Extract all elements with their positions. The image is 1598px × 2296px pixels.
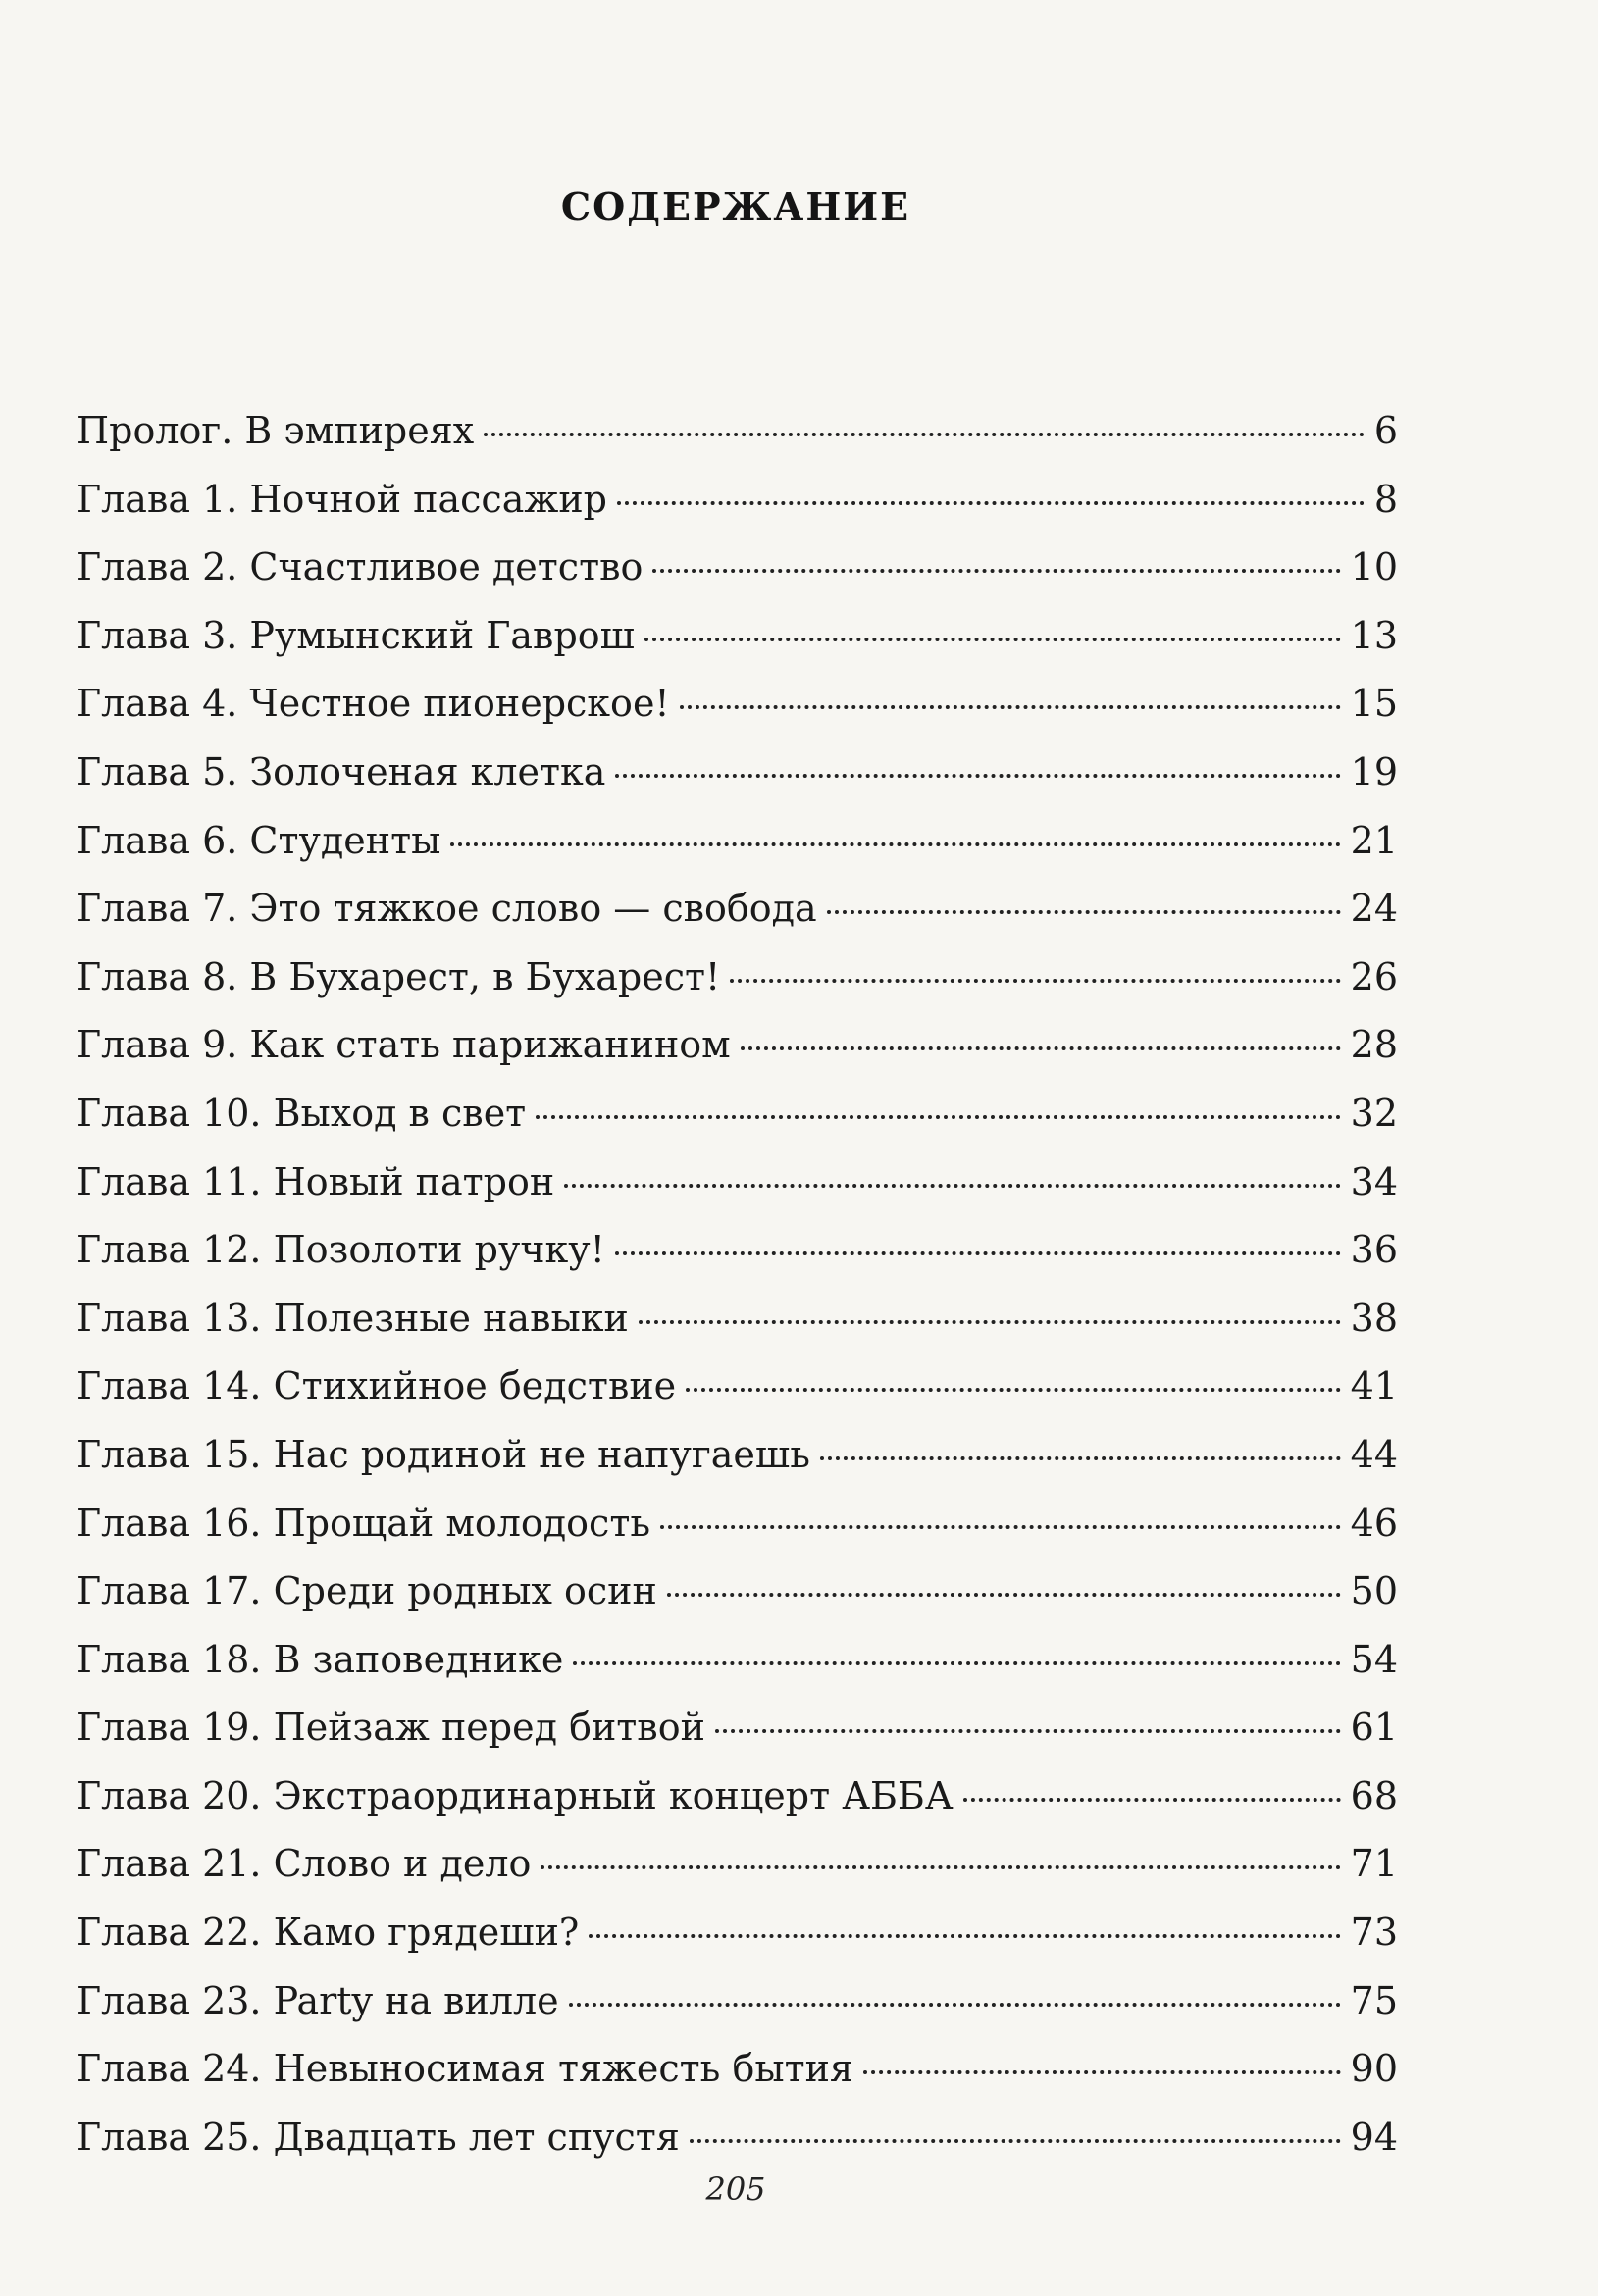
toc-entry-title: Глава 9. Как стать парижанином (77, 1023, 731, 1067)
dot-leader (715, 1729, 1341, 1733)
toc-entry (77, 1148, 1398, 1217)
dot-leader (615, 1251, 1341, 1255)
dot-leader (827, 910, 1341, 914)
toc-entry-page: 6 (1373, 409, 1398, 452)
toc-entry-title: Глава 13. Полезные навыки (77, 1296, 629, 1340)
dot-leader (615, 774, 1340, 778)
toc-entry (77, 1967, 1398, 2036)
toc-entry-title: Глава 17. Среди родных осин (77, 1569, 657, 1613)
toc-entry-title: Глава 11. Новый патрон (77, 1159, 555, 1203)
toc-entry (77, 1830, 1398, 1899)
toc-entry (77, 1352, 1398, 1421)
toc-entry-title: Глава 16. Прощай молодость (77, 1501, 651, 1545)
dot-leader (963, 1798, 1341, 1802)
dot-leader (730, 979, 1340, 983)
toc-heading: СОДЕРЖАНИЕ (560, 184, 911, 229)
toc-entry-page: 26 (1350, 954, 1398, 998)
toc-entry (77, 1557, 1398, 1626)
toc-entry-title: Глава 19. Пейзаж перед битвой (77, 1706, 705, 1750)
toc-entry-page: 15 (1350, 682, 1398, 726)
toc-entry (77, 397, 1398, 466)
toc-entry-page: 61 (1350, 1706, 1398, 1750)
toc-entry-page: 54 (1350, 1637, 1398, 1681)
toc-entry (77, 1899, 1398, 1967)
toc-entry-page: 8 (1373, 477, 1398, 521)
dot-leader (680, 705, 1341, 709)
toc-entry-page: 34 (1350, 1159, 1398, 1203)
toc-entry-title: Глава 12. Позолоти ручку! (77, 1228, 605, 1272)
toc-entry-page: 90 (1350, 2047, 1398, 2091)
table-of-contents (77, 397, 1398, 2171)
toc-entry-page: 73 (1350, 1911, 1398, 1955)
toc-entry-page: 44 (1350, 1432, 1398, 1476)
toc-entry-page: 10 (1350, 545, 1398, 589)
dot-leader (536, 1115, 1340, 1119)
toc-entry-page: 24 (1350, 887, 1398, 931)
toc-entry-page: 68 (1350, 1773, 1398, 1817)
dot-leader (820, 1456, 1341, 1460)
dot-leader (484, 433, 1365, 436)
dot-leader (450, 842, 1340, 846)
dot-leader (652, 569, 1340, 573)
dot-leader (617, 501, 1365, 505)
toc-entry-title: Глава 3. Румынский Гаврош (77, 613, 635, 657)
toc-entry-page: 19 (1350, 749, 1398, 793)
toc-entry (77, 2104, 1398, 2172)
toc-entry-page: 94 (1350, 2115, 1398, 2159)
toc-entry (77, 807, 1398, 876)
dot-leader (690, 2139, 1341, 2143)
toc-entry (77, 944, 1398, 1012)
toc-entry-title: Глава 25. Двадцать лет спустя (77, 2115, 680, 2159)
toc-entry (77, 1694, 1398, 1762)
toc-entry (77, 1762, 1398, 1831)
toc-entry (77, 739, 1398, 807)
toc-entry-page: 28 (1350, 1023, 1398, 1067)
toc-entry (77, 2035, 1398, 2104)
toc-entry (77, 1421, 1398, 1490)
toc-entry-page: 13 (1350, 613, 1398, 657)
toc-entry-title: Глава 23. Party на вилле (77, 1978, 559, 2022)
toc-entry-title: Глава 7. Это тяжкое слово — свобода (77, 887, 817, 931)
toc-entry-title: Глава 10. Выход в свет (77, 1091, 527, 1135)
toc-entry-title: Глава 2. Счастливое детство (77, 545, 644, 589)
toc-entry (77, 602, 1398, 671)
toc-entry-title: Глава 24. Невыносимая тяжесть бытия (77, 2047, 853, 2091)
toc-entry-page: 38 (1350, 1296, 1398, 1340)
dot-leader (541, 1865, 1340, 1869)
dot-leader (863, 2070, 1341, 2074)
toc-entry-page: 36 (1350, 1228, 1398, 1272)
toc-entry-title: Глава 18. В заповеднике (77, 1637, 564, 1681)
toc-entry-page: 50 (1350, 1569, 1398, 1613)
toc-entry-page: 32 (1350, 1091, 1398, 1135)
dot-leader (564, 1184, 1340, 1188)
toc-entry (77, 1080, 1398, 1148)
toc-entry-title: Глава 5. Золоченая клетка (77, 749, 606, 793)
dot-leader (660, 1525, 1341, 1529)
toc-entry (77, 1490, 1398, 1558)
toc-entry-page: 41 (1350, 1364, 1398, 1408)
toc-entry-page: 75 (1350, 1978, 1398, 2022)
toc-entry-title: Пролог. В эмпиреях (77, 409, 475, 452)
toc-entry-title: Глава 8. В Бухарест, в Бухарест! (77, 954, 721, 998)
toc-entry (77, 1216, 1398, 1285)
dot-leader (741, 1046, 1341, 1050)
toc-entry-title: Глава 15. Нас родиной не напугаешь (77, 1432, 810, 1476)
toc-entry (77, 534, 1398, 602)
toc-entry-title: Глава 20. Экстраординарный концерт АББА (77, 1773, 954, 1817)
toc-entry-title: Глава 4. Честное пионерское! (77, 682, 670, 726)
page-number: 205 (705, 2170, 766, 2208)
toc-entry (77, 1285, 1398, 1353)
toc-entry (77, 466, 1398, 535)
toc-entry-page: 71 (1350, 1842, 1398, 1886)
toc-entry-title: Глава 22. Камо грядеши? (77, 1911, 580, 1955)
toc-entry (77, 875, 1398, 944)
toc-entry (77, 670, 1398, 739)
dot-leader (639, 1320, 1341, 1324)
toc-entry-title: Глава 21. Слово и дело (77, 1842, 532, 1886)
dot-leader (667, 1593, 1341, 1597)
toc-entry-page: 46 (1350, 1501, 1398, 1545)
toc-entry-title: Глава 14. Стихийное бедствие (77, 1364, 677, 1408)
dot-leader (569, 2003, 1341, 2007)
dot-leader (589, 1934, 1340, 1938)
toc-entry (77, 1626, 1398, 1695)
toc-entry (77, 1011, 1398, 1080)
dot-leader (686, 1388, 1340, 1392)
toc-entry-title: Глава 1. Ночной пассажир (77, 477, 607, 521)
toc-entry-page: 21 (1350, 818, 1398, 862)
dot-leader (573, 1661, 1340, 1665)
dot-leader (644, 638, 1341, 641)
toc-entry-title: Глава 6. Студенты (77, 818, 441, 862)
